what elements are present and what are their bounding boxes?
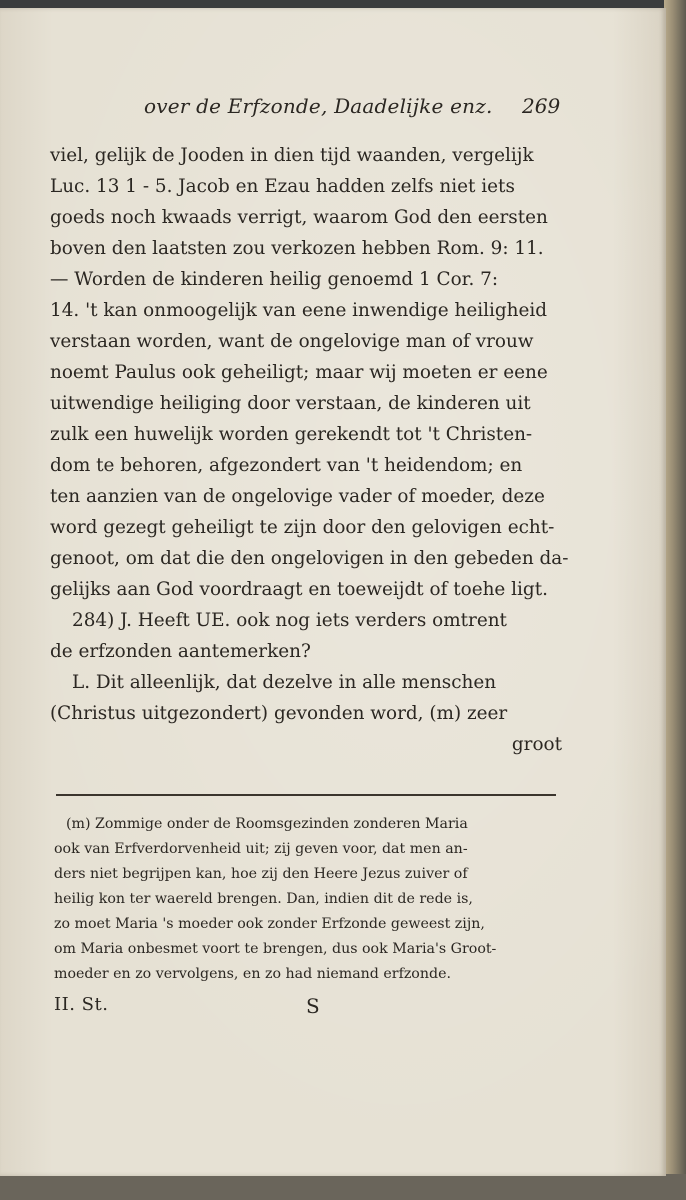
text-line: — Worden de kinderen heilig genoemd 1 Cor. 7: (50, 269, 499, 290)
signature-mark: II. St. (54, 994, 109, 1015)
text-line: dom te behoren, afgezondert van 't heidendom; en (50, 455, 523, 476)
book-page (0, 8, 666, 1176)
text-line: genoot, om dat die den ongelovigen in den gebeden da- (50, 548, 569, 569)
text-line: Luc. 13 1 - 5. Jacob en Ezau hadden zelfs niet iets (50, 176, 515, 197)
catchword: groot (511, 734, 562, 755)
text-line: goeds noch kwaads verrigt, waarom God den eersten (50, 207, 548, 228)
footnote-rule (56, 794, 556, 796)
text-line: zulk een huwelijk worden gerekendt tot 't Christen- (50, 424, 533, 445)
text-line: noemt Paulus ook geheiligt; maar wij moeten er eene (50, 362, 548, 383)
footnote-line: ook van Erfverdorvenheid uit; zij geven voor, dat men an- (54, 841, 468, 857)
text-line: de erfzonden aantemerken? (50, 641, 311, 662)
footnote-line: zo moet Maria 's moeder ook zonder Erfzonde geweest zijn, (54, 916, 485, 932)
text-line: viel, gelijk de Jooden in dien tijd waanden, vergelijk (50, 145, 534, 166)
text-line: L. Dit alleenlijk, dat dezelve in alle menschen (72, 672, 497, 693)
text-line: 284) J. Heeft UE. ook nog iets verders omtrent (72, 610, 507, 631)
text-line: gelijks aan God voordraagt en toeweijdt of toehe ligt. (50, 579, 548, 600)
footnote-line: om Maria onbesmet voort te brengen, dus ook Maria's Groot- (54, 941, 497, 957)
book-edge (664, 0, 686, 1200)
footnote-line: heilig kon ter waereld brengen. Dan, indien dit de rede is, (54, 891, 473, 907)
footnote (54, 812, 560, 987)
text-line: verstaan worden, want de ongelovige man of vrouw (50, 331, 534, 352)
text-line: uitwendige heiliging door verstaan, de kinderen uit (50, 393, 531, 414)
text-line: boven den laatsten zou verkozen hebben Rom. 9: 11. (50, 238, 544, 259)
text-line: (Christus uitgezondert) gevonden word, (m) zeer (50, 703, 508, 724)
scanner-bottom-edge (0, 1174, 686, 1200)
text-line: ten aanzien van de ongelovige vader of moeder, deze (50, 486, 545, 507)
running-title: over de Erfzonde, Daadelijke enz. (144, 94, 493, 118)
page-number: 269 (522, 94, 561, 118)
text-line: 14. 't kan onmoogelijk van eene inwendige heiligheid (50, 300, 548, 321)
signature-letter: S (306, 994, 320, 1018)
page-header (0, 92, 666, 126)
footnote-line: moeder en zo vervolgens, en zo had niemand erfzonde. (54, 966, 451, 982)
body-text (50, 140, 569, 760)
footnote-line: (m) Zommige onder de Roomsgezinden zonderen Maria (66, 816, 468, 832)
footnote-line: ders niet begrijpen kan, hoe zij den Heere Jezus zuiver of (54, 866, 468, 882)
text-line: word gezegt geheiligt te zijn door den gelovigen echt- (50, 517, 555, 538)
